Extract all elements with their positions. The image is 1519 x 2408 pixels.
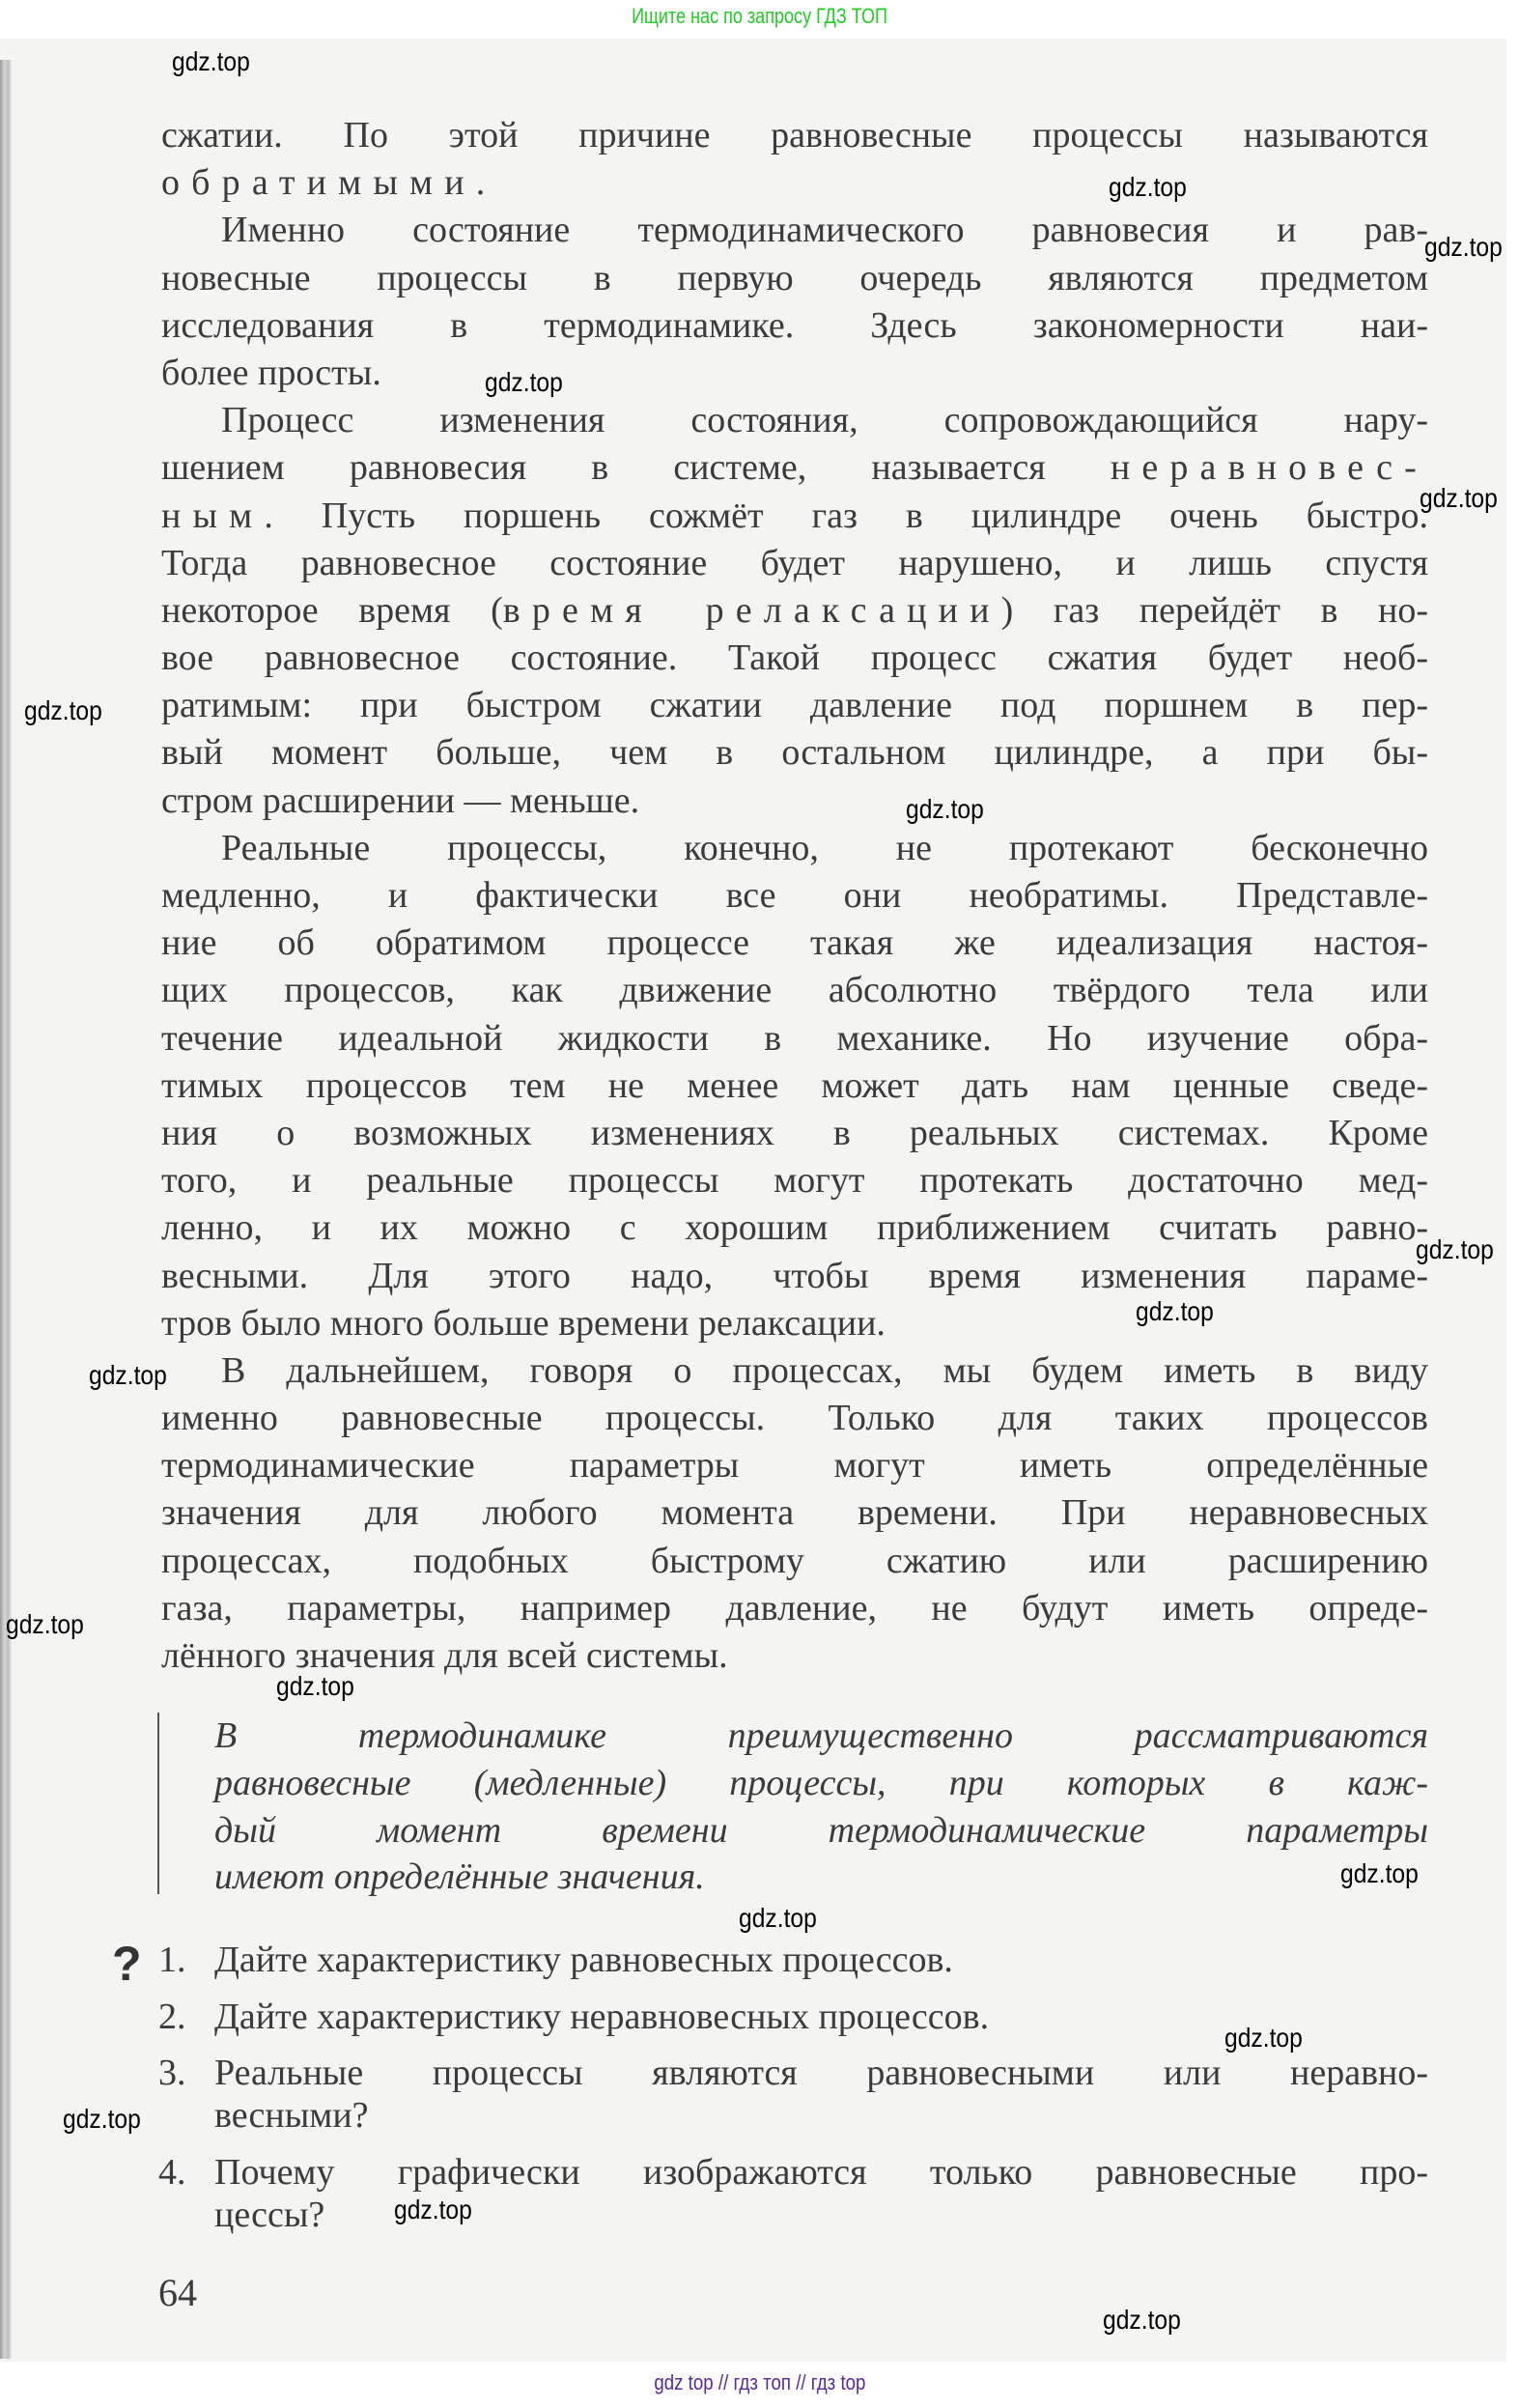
summary-text — [214, 1713, 1428, 1901]
text-line: сжатии. По этой причине равновесные процессы называются — [161, 115, 1428, 156]
text-line: вое равновесное состояние. Такой процесс сжатия будет необ- — [161, 637, 1428, 679]
text-line: В дальнейшем, говоря о процессах, мы будем иметь в виду — [221, 1349, 1428, 1391]
text-line: стром расширении — меньше. — [161, 779, 640, 821]
watermark: gdz.top — [1416, 1234, 1494, 1264]
watermark: gdz.top — [63, 2104, 141, 2134]
question-item — [158, 2051, 1428, 2136]
question-number: 2. — [158, 1997, 186, 2037]
text-line — [161, 587, 1428, 635]
text-segment: ) газ перейдёт в но- — [1000, 589, 1428, 631]
text-line: процессах, подобных быстрому сжатию или расширению — [161, 1540, 1428, 1581]
question-line: Реальные процессы являются равновесными или неравно- — [214, 2053, 1428, 2093]
question-number: 1. — [158, 1940, 186, 1980]
text-line: исследования в термодинамике. Здесь закономерности наи- — [161, 304, 1428, 346]
watermark: gdz.top — [89, 1360, 167, 1390]
question-text — [214, 2051, 1428, 2136]
text-line: тимых процессов тем не менее может дать нам ценные сведе- — [161, 1064, 1428, 1106]
text-line — [161, 159, 1428, 207]
emphasized-term: ным — [161, 495, 265, 536]
watermark: gdz.top — [1103, 2305, 1181, 2335]
text-segment: . Пусть поршень сожмёт газ в цилиндре очень быстро. — [264, 495, 1428, 536]
text-line: новесные процессы в первую очередь являются предметом — [161, 257, 1428, 298]
text-line — [161, 444, 1428, 492]
page-edge — [0, 60, 12, 2359]
question-text — [214, 1938, 1428, 1980]
watermark: gdz.top — [485, 367, 563, 397]
questions-mark-icon: ? — [112, 1937, 142, 1991]
watermark: gdz.top — [1136, 1296, 1214, 1326]
text-line: ние об обратимом процессе такая же идеализация настоя- — [161, 922, 1428, 964]
search-banner — [0, 0, 1519, 39]
main-text — [161, 112, 1428, 1680]
watermark: gdz.top — [24, 695, 102, 725]
watermark: gdz.top — [1420, 483, 1498, 513]
text-line: Именно состояние термодинамического равновесия и рав- — [221, 210, 1428, 251]
watermark: gdz.top — [276, 1671, 354, 1701]
question-number: 4. — [158, 2152, 186, 2193]
text-line: вый момент больше, чем в остальном цилиндре, а при бы- — [161, 732, 1428, 774]
text-line: лённого значения для всей системы. — [161, 1635, 728, 1676]
text-segment: шением равновесия в системе, называется — [161, 447, 1111, 489]
text-line: тров было много больше времени релаксации. — [161, 1302, 886, 1344]
banner-text: Ищите нас по запросу ГДЗ ТОП — [632, 4, 887, 28]
emphasized-term: неравновес- — [1110, 447, 1428, 489]
text-line: именно равновесные процессы. Только для таких процессов — [161, 1398, 1428, 1439]
question-line: Почему графически изображаются только равновесные про- — [214, 2152, 1428, 2193]
text-line: течение идеальной жидкости в механике. Но изучение обра- — [161, 1017, 1428, 1059]
watermark: gdz.top — [394, 2195, 472, 2224]
question-line: Дайте характеристику равновесных процессов. — [214, 1940, 953, 1980]
text-line: медленно, и фактически все они необратимы. Представле- — [161, 875, 1428, 916]
summary-line: В термодинамике преимущественно рассматриваются — [214, 1715, 1428, 1756]
text-line: Реальные процессы, конечно, не протекают бесконечно — [221, 827, 1428, 868]
watermark: gdz.top — [1109, 172, 1187, 202]
watermark: gdz.top — [739, 1903, 817, 1933]
text-line: ния о возможных изменениях в реальных системах. Кроме — [161, 1112, 1428, 1153]
emphasized-term: время релаксации — [502, 589, 1001, 631]
text-line: газа, параметры, например давление, не будут иметь опреде- — [161, 1587, 1428, 1629]
text-segment: некоторое время ( — [161, 589, 503, 631]
footer — [0, 2365, 1519, 2408]
summary-line: дый момент времени термодинамические параметры — [214, 1809, 1428, 1851]
question-line: цессы? — [214, 2195, 325, 2235]
summary-line: имеют определённые значения. — [214, 1856, 705, 1898]
text-line: Тогда равновесное состояние будет нарушено, и лишь спустя — [161, 542, 1428, 583]
question-line: весными? — [214, 2095, 369, 2136]
watermark: gdz.top — [906, 794, 984, 824]
question-item — [158, 1938, 1428, 1980]
watermark: gdz.top — [1424, 232, 1503, 262]
summary-line: равновесные (медленные) процессы, при которых в каж- — [214, 1762, 1428, 1803]
watermark: gdz.top — [1340, 1858, 1419, 1888]
text-line: щих процессов, как движение абсолютно твёрдого тела или — [161, 970, 1428, 1011]
emphasized-term: обратимыми — [161, 162, 476, 204]
watermark: gdz.top — [6, 1609, 84, 1639]
question-number: 3. — [158, 2053, 186, 2093]
page-number: 64 — [158, 2271, 197, 2314]
question-item — [158, 2150, 1428, 2235]
text-line: ленно, и их можно с хорошим приближением считать равно- — [161, 1207, 1428, 1249]
text-line: Процесс изменения состояния, сопровождающийся нару- — [221, 400, 1428, 441]
text-line — [161, 493, 1428, 540]
footer-text: gdz top // гдз топ // гдз top — [653, 2370, 866, 2394]
text-segment: . — [475, 162, 486, 204]
text-line: более просты. — [161, 352, 381, 393]
text-line: ратимым: при быстром сжатии давление под поршнем в пер- — [161, 685, 1428, 726]
text-line: весными. Для этого надо, чтобы время изменения параме- — [161, 1255, 1428, 1296]
question-line: Дайте характеристику неравновесных процессов. — [214, 1997, 990, 2037]
text-line: термодинамические параметры могут иметь определённые — [161, 1445, 1428, 1487]
watermark: gdz.top — [1224, 2023, 1303, 2053]
text-line: того, и реальные процессы могут протекать достаточно мед- — [161, 1160, 1428, 1202]
watermark: gdz.top — [172, 46, 250, 76]
text-line: значения для любого момента времени. При неравновесных — [161, 1492, 1428, 1534]
summary-rule — [157, 1713, 159, 1894]
